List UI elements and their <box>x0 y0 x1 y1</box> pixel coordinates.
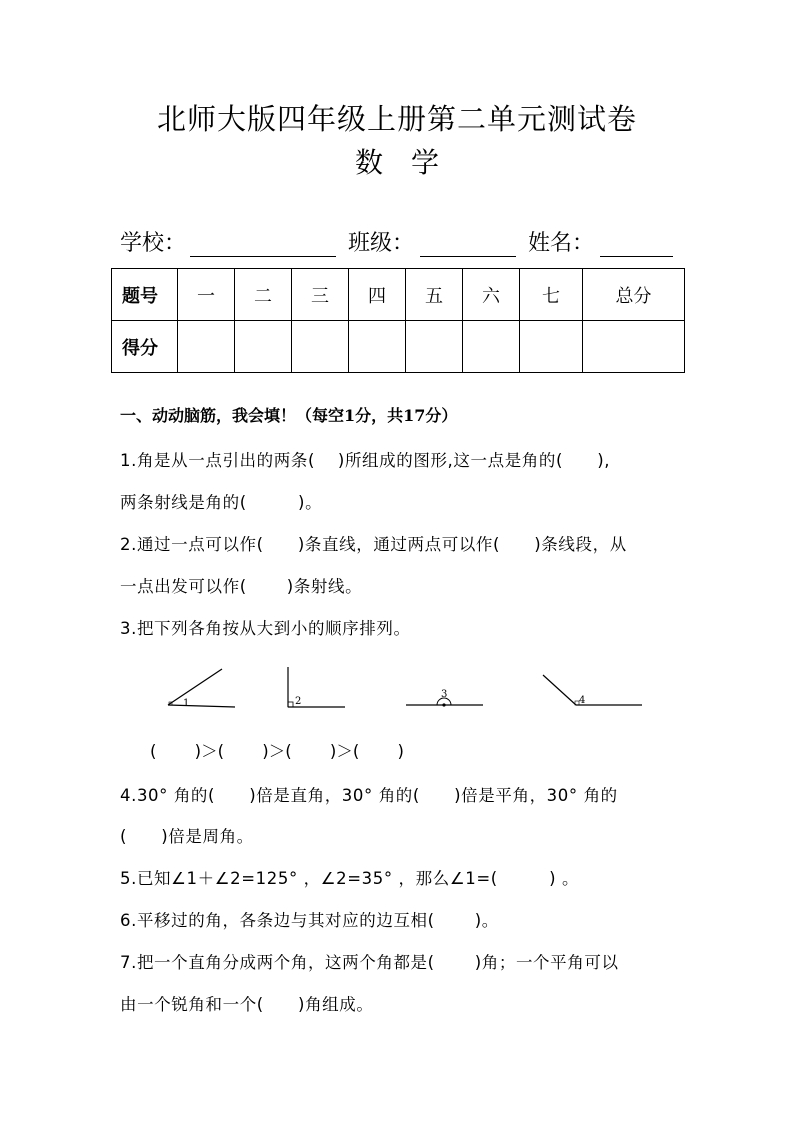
question-4-line-2: ( )倍是周角。 <box>120 827 254 846</box>
question-6-line-1: 6.平移过的角，各条边与其对应的边互相( )。 <box>120 911 499 930</box>
name-blank[interactable] <box>600 232 673 257</box>
score-table-col: 二 <box>235 269 292 321</box>
question-3-line-1: 3.把下列各角按从大到小的顺序排列。 <box>120 619 411 638</box>
score-table-label-score: 得分 <box>112 321 178 373</box>
score-cell[interactable] <box>349 321 406 373</box>
score-table-col: 四 <box>349 269 406 321</box>
score-cell[interactable] <box>406 321 463 373</box>
subject-title: 数 学 <box>354 146 439 179</box>
question-7-line-1: 7.把一个直角分成两个角，这两个角都是( )角；一个平角可以 <box>120 953 619 972</box>
question-2-line-1: 2.通过一点可以作( )条直线，通过两点可以作( )条线段，从 <box>120 535 627 554</box>
school-label: 学校： <box>120 231 187 256</box>
score-table-col: 五 <box>406 269 463 321</box>
angle-4-label: 4 <box>579 695 586 706</box>
question-7-line-2: 由一个锐角和一个( )角组成。 <box>120 995 374 1014</box>
score-table-label-number: 题号 <box>112 269 178 321</box>
angle-3-label: 3 <box>441 689 448 700</box>
score-cell[interactable] <box>463 321 520 373</box>
class-blank[interactable] <box>420 232 516 257</box>
score-table-col-total: 总分 <box>583 269 685 321</box>
score-table-header-row <box>112 269 685 321</box>
question-1-line-1: 1.角是从一点引出的两条( )所组成的图形,这一点是角的( ), <box>120 451 611 470</box>
score-table-col: 一 <box>178 269 235 321</box>
question-5-line-1: 5.已知∠1＋∠2=125° ，∠2=35° ，那么∠1=( ) 。 <box>120 869 580 888</box>
score-table-col: 六 <box>463 269 520 321</box>
page-title: 北师大版四年级上册第二单元测试卷 <box>156 102 637 136</box>
score-cell[interactable] <box>292 321 349 373</box>
angle-1-label: 1 <box>183 698 190 709</box>
question-2-line-2: 一点出发可以作( )条射线。 <box>120 577 363 596</box>
student-info-row <box>120 226 680 260</box>
score-table <box>111 268 685 373</box>
section-title: 一、动动脑筋，我会填！（每空1分，共17分） <box>120 406 458 425</box>
class-label: 班级： <box>348 231 415 256</box>
score-table-score-row <box>112 321 685 373</box>
angle-4-figure <box>543 675 642 706</box>
score-table-col: 三 <box>292 269 349 321</box>
score-cell[interactable] <box>235 321 292 373</box>
score-cell[interactable] <box>520 321 583 373</box>
question-1-line-2: 两条射线是角的( )。 <box>120 493 323 512</box>
angle-figures <box>150 662 650 718</box>
question-4-line-1: 4.30° 角的( )倍是直角，30° 角的( )倍是平角，30° 角的 <box>120 786 618 805</box>
score-cell-total[interactable] <box>583 321 685 373</box>
angle-2-label: 2 <box>295 696 302 707</box>
score-table-col: 七 <box>520 269 583 321</box>
question-3-answer-order: ( )＞( )＞( )＞( ) <box>150 742 404 761</box>
angle-3-figure <box>406 689 483 707</box>
angle-2-figure <box>288 667 345 707</box>
score-cell[interactable] <box>178 321 235 373</box>
school-blank[interactable] <box>190 232 336 257</box>
angle-1-figure <box>168 669 235 709</box>
name-label: 姓名： <box>528 231 595 256</box>
